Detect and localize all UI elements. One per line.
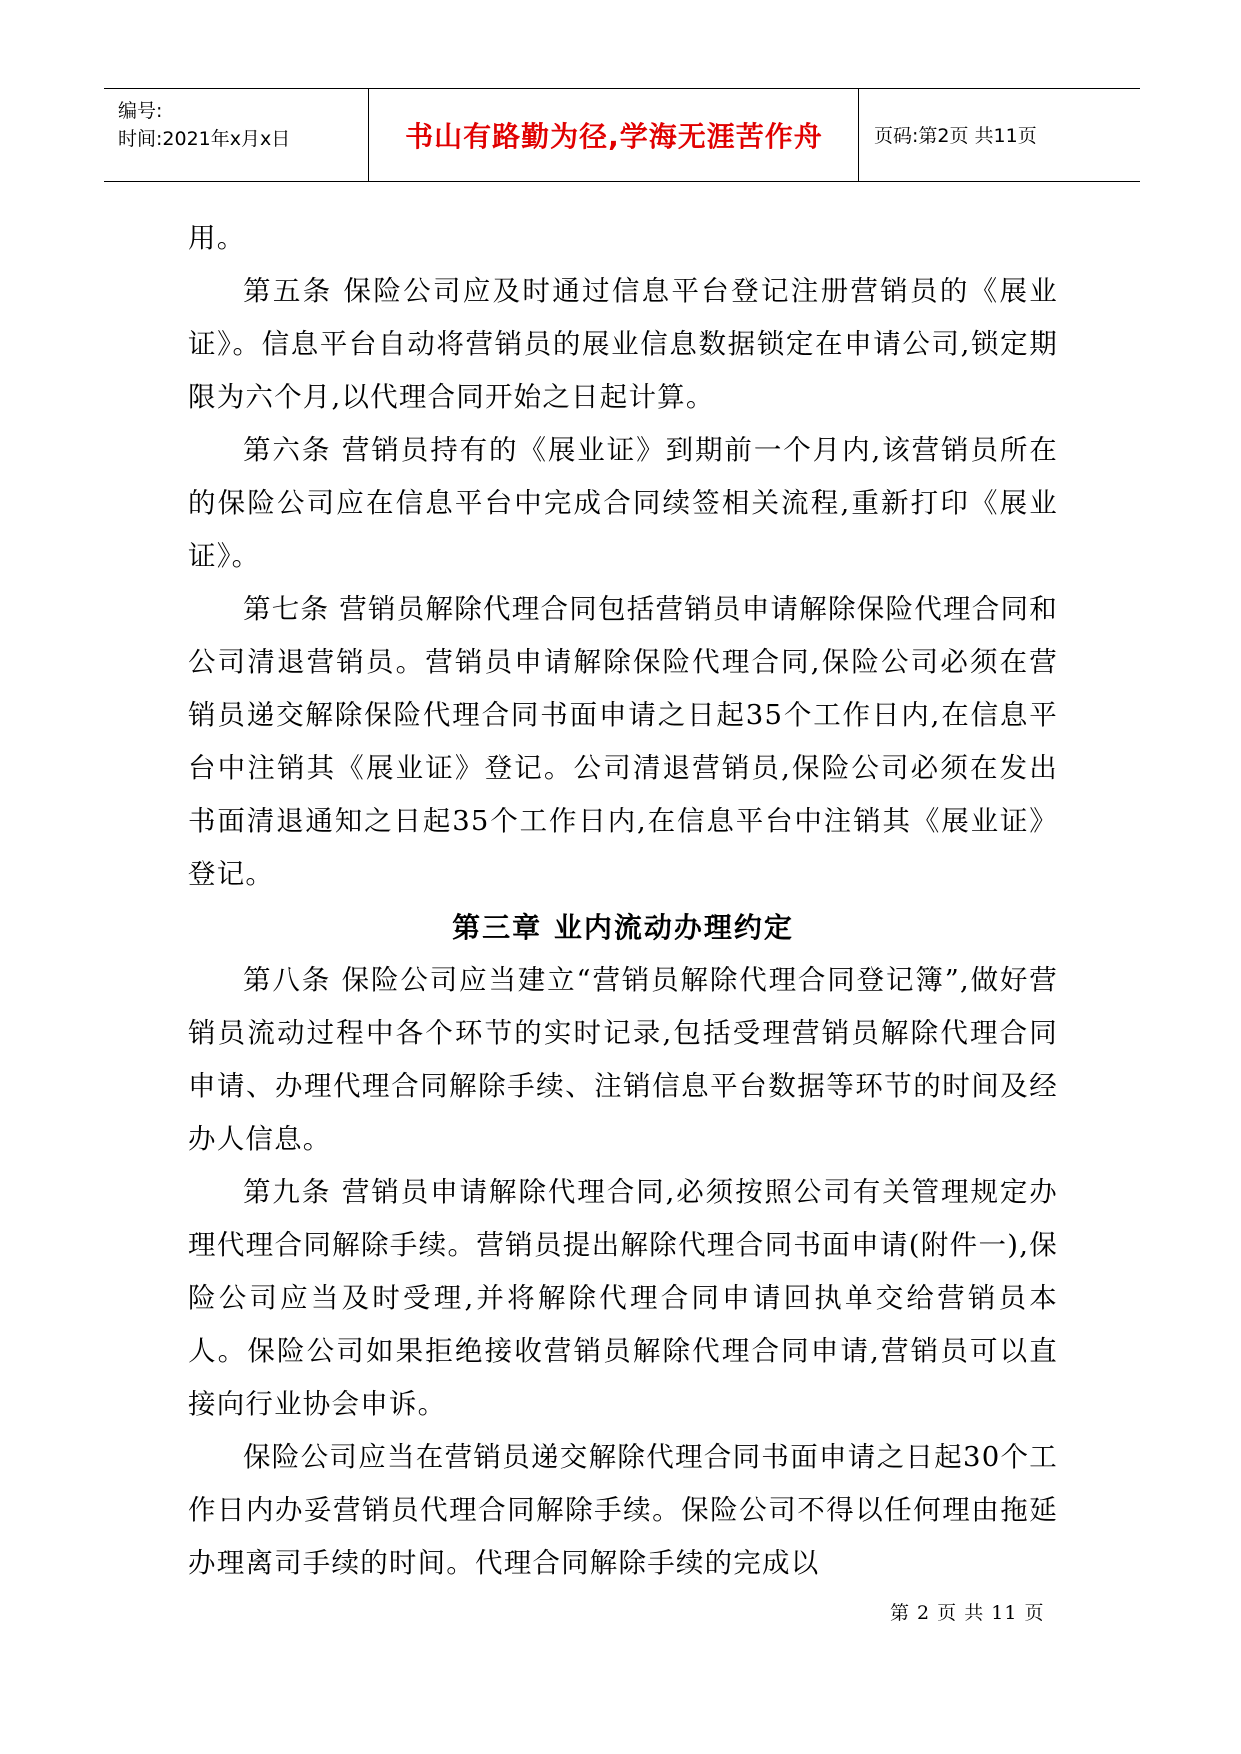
paragraph-continuation: 用。 [188,222,246,254]
article-9: 第九条 营销员申请解除代理合同,必须按照公司有关管理规定办理代理合同解除手续。营销员提出解除代理合同书面申请(附件一),保险公司应当及时受理,并将解除代理合同申请回执单交给营销员本人。保险公司如果拒绝接收营销员解除代理合同申请,营销员可以直接向行业协会申诉。 [188,1176,1058,1420]
header-meta [118,97,290,153]
article-9-continued: 保险公司应当在营销员递交解除代理合同书面申请之日起30个工作日内办妥营销员代理合同解除手续。保险公司不得以任何理由拖延办理离司手续的时间。代理合同解除手续的完成以 [188,1441,1058,1579]
article-8: 第八条 保险公司应当建立“营销员解除代理合同登记簿”,做好营销员流动过程中各个环节的实时记录,包括受理营销员解除代理合同申请、办理代理合同解除手续、注销信息平台数据等环节的时间及经办人信息。 [188,964,1058,1155]
page-header [104,88,1140,182]
header-page-code: 页码:第2页 共11页 [874,125,1037,147]
document-body [188,212,1058,1590]
page-footer-number: 第 2 页 共 11 页 [890,1602,1045,1624]
header-motto: 书山有路勤为径,学海无涯苦作舟 [405,119,823,153]
article-7: 第七条 营销员解除代理合同包括营销员申请解除保险代理合同和公司清退营销员。营销员申请解除保险代理合同,保险公司必须在营销员递交解除保险代理合同书面申请之日起35个工作日内,在信息平台中注销其《展业证》登记。公司清退营销员,保险公司必须在发出书面清退通知之日起35个工作日内,在信息平台中注销其《展业证》登记。 [188,593,1058,890]
article-6: 第六条 营销员持有的《展业证》到期前一个月内,该营销员所在的保险公司应在信息平台中完成合同续签相关流程,重新打印《展业证》。 [188,434,1058,572]
header-divider-right [858,89,859,181]
chapter-title: 第三章 业内流动办理约定 [452,911,794,944]
header-divider-left [368,89,369,181]
article-5: 第五条 保险公司应及时通过信息平台登记注册营销员的《展业证》。信息平台自动将营销员的展业信息数据锁定在申请公司,锁定期限为六个月,以代理合同开始之日起计算。 [188,275,1058,413]
document-number-label: 编号: [118,100,163,122]
document-time-label: 时间:2021年x月x日 [118,128,291,150]
